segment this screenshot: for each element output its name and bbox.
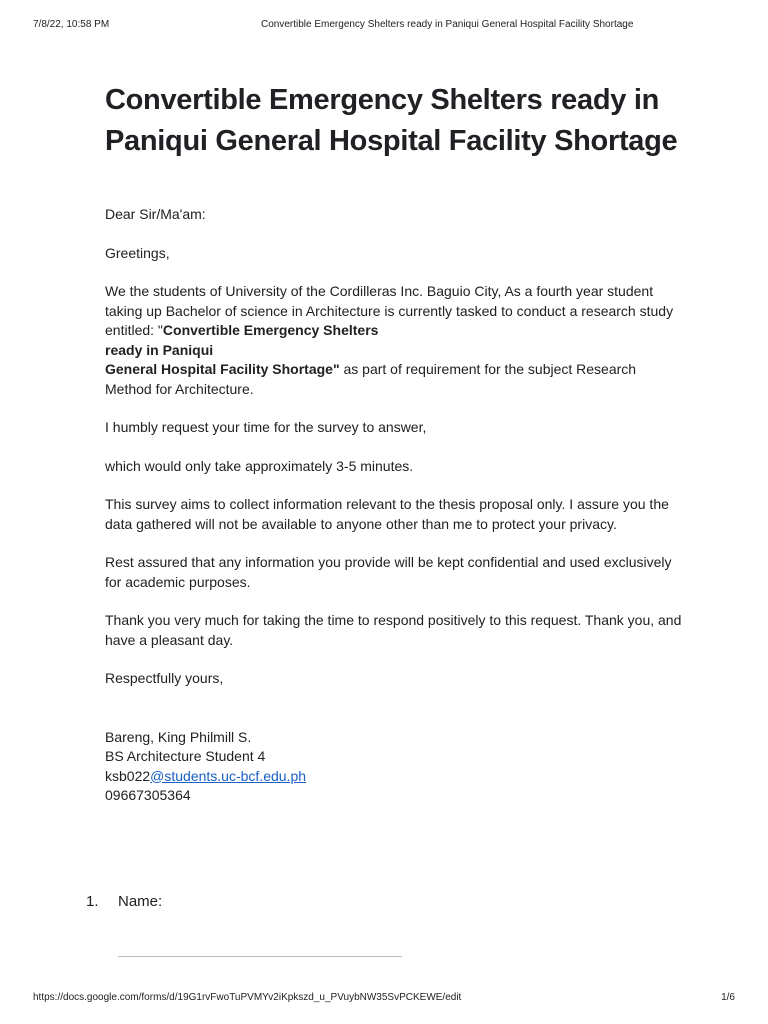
- page-number: 1/6: [721, 992, 735, 1003]
- purpose-paragraph: This survey aims to collect information relevant to the thesis proposal only. I assure you the data gathered will not be available to anyone other than me to protect your privacy.: [105, 496, 669, 532]
- email-user: ksb022: [105, 767, 151, 784]
- salutation: Dear Sir/Ma'am:: [105, 206, 206, 222]
- signature-name: Bareng, King Philmill S.: [105, 728, 252, 745]
- email-link[interactable]: @students.uc-bcf.edu.ph: [150, 767, 307, 784]
- intro-text-end: as part of requirement for the subject Research Method for Architecture.: [105, 361, 637, 397]
- name-answer-field[interactable]: [118, 956, 402, 957]
- question-number: 1.: [86, 893, 99, 910]
- study-title-line-3: General Hospital Facility Shortage": [105, 361, 340, 377]
- duration-paragraph: which would only take approximately 3-5 minutes.: [105, 457, 414, 474]
- print-footer: [33, 992, 735, 1006]
- confidentiality-paragraph: Rest assured that any information you provide will be kept confidential and used exclusively for academic purposes.: [105, 554, 672, 590]
- form-title: Convertible Emergency Shelters ready in Paniqui General Hospital Facility Shortage: [105, 84, 678, 157]
- question-title: Name:: [118, 893, 163, 910]
- print-page-title: Convertible Emergency Shelters ready in Paniqui General Hospital Facility Shortage: [261, 19, 634, 30]
- signature-block: [105, 728, 685, 806]
- thanks-paragraph: Thank you very much for taking the time to respond positively to this request. Thank you, and have a pleasant day.: [105, 612, 682, 648]
- signature-phone: 09667305364: [105, 787, 191, 803]
- greeting: Greetings,: [105, 244, 170, 261]
- request-paragraph: I humbly request your time for the survey to answer,: [105, 419, 427, 435]
- closing: Respectfully yours,: [105, 670, 224, 686]
- signature-email: [105, 767, 685, 787]
- intro-text: We the students of University of the Cordilleras Inc. Baguio City, As a fourth year student taking up Bachelor of science in Architecture is currently tasked to conduct a research study entitled: ": [105, 283, 674, 338]
- signature-program: BS Architecture Student 4: [105, 748, 266, 764]
- study-title-line-1: Convertible Emergency Shelters: [162, 322, 379, 338]
- print-header: [33, 19, 735, 33]
- study-title-line-2: ready in Paniqui: [105, 341, 214, 358]
- form-description: [105, 205, 685, 806]
- intro-paragraph: [105, 282, 685, 399]
- print-url: https://docs.google.com/forms/d/19G1rvFwoTuPVMYv2iKpkszd_u_PVuybNW35SvPCKEWE/edit: [33, 992, 462, 1003]
- print-datetime: 7/8/22, 10:58 PM: [33, 19, 110, 30]
